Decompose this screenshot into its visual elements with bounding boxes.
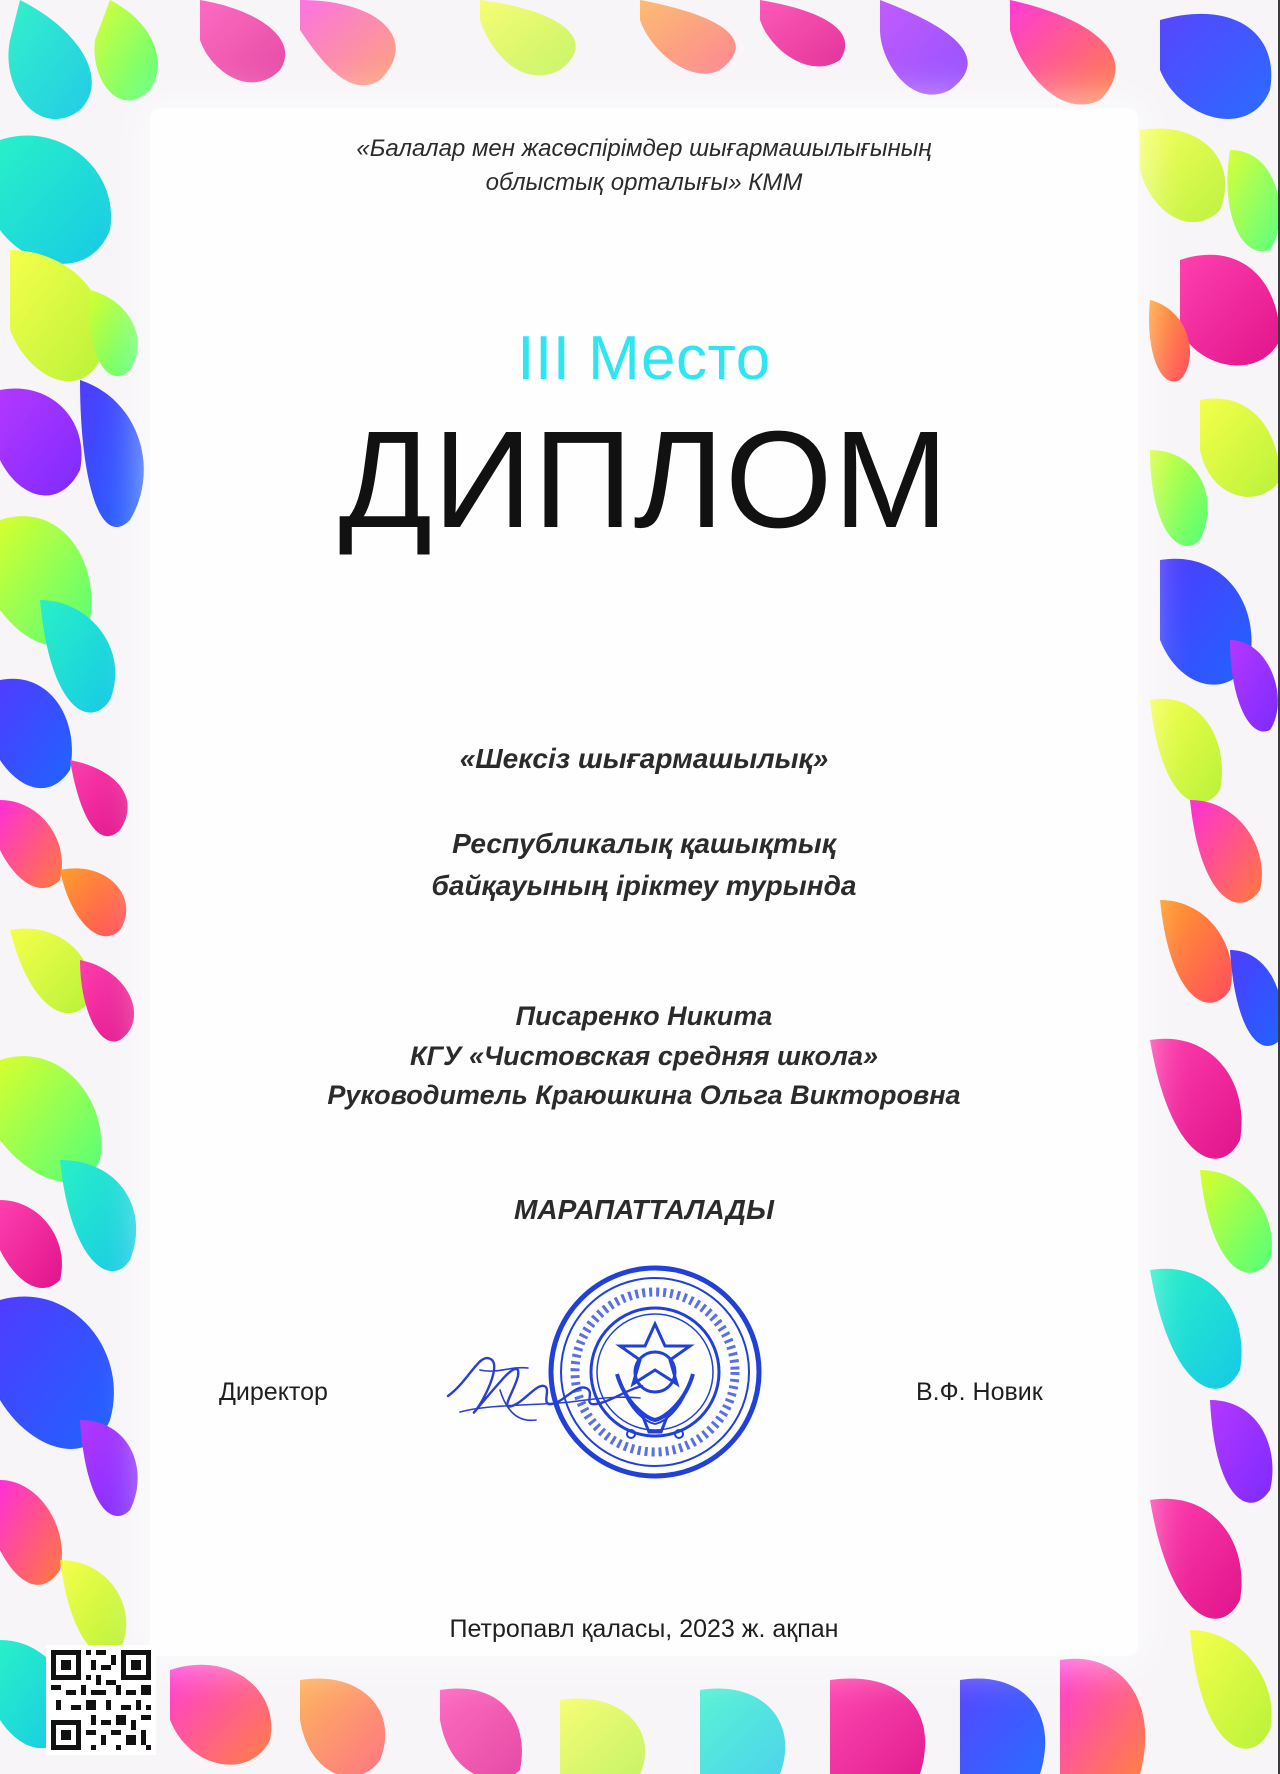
handwritten-signature [440, 1340, 650, 1430]
recipient-school: КГУ «Чистовская средняя школа» [410, 1041, 878, 1071]
award-word: МАРАПАТТАЛАДЫ [514, 1194, 774, 1225]
contest-type-line-2: байқауының іріктеу турында [431, 870, 857, 901]
recipient-supervisor: Руководитель Краюшкина Ольга Викторовна [327, 1080, 961, 1110]
footer-place-date: Петропавл қаласы, 2023 ж. ақпан [449, 1615, 839, 1643]
recipient-name: Писаренко Никита [515, 1001, 773, 1031]
certificate-title: ДИПЛОМ [338, 403, 950, 557]
signature-name: В.Ф. Новик [916, 1378, 1043, 1406]
place-label: III Место [517, 324, 771, 393]
contest-type-line-1: Республикалық қашықтық [452, 828, 836, 859]
contest-name: «Шексіз шығармашылық» [459, 743, 829, 774]
signature-position: Директор [219, 1378, 328, 1406]
qr-code-icon [46, 1645, 156, 1755]
organization-line-1: «Балалар мен жасөспірімдер шығармашылығының [356, 135, 932, 162]
organization-line-2: облыстық орталығы» КММ [485, 169, 803, 196]
